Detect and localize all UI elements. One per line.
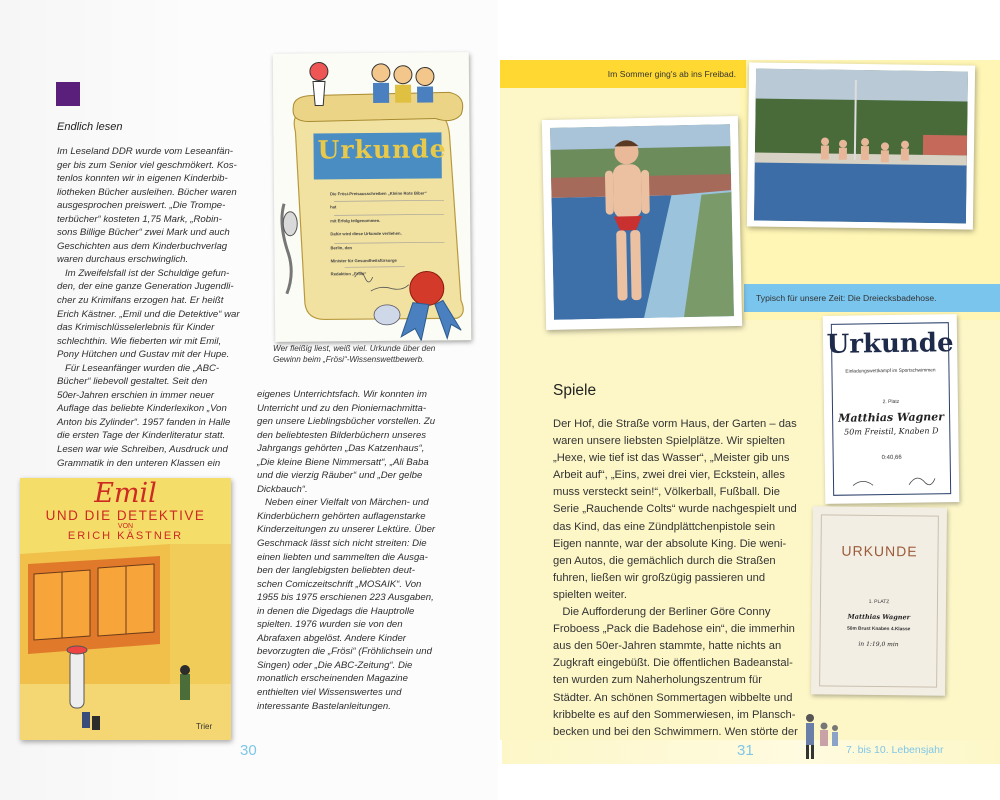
text-line: eigenes Unterrichtsfach. Wir konnten im <box>257 389 428 400</box>
cert-line: Redaktion „Frösi“ <box>330 271 367 277</box>
swim-certificate-2 <box>811 506 947 695</box>
text-line: Im Zweifelsfall ist der Schuldige gefun- <box>57 267 230 279</box>
book-von: VON <box>117 523 134 530</box>
photo-boy-pool <box>542 116 742 330</box>
certificate-line: Einladungswettkampf im Sportschwimmen <box>845 368 936 375</box>
cert-line: hat <box>330 204 337 210</box>
cert-line: Die Frösi-Preisausschreiben „Kleine Rote Biber“ <box>329 190 427 197</box>
cert-line: Dafür wird diese Urkunde verliehen. <box>330 230 402 237</box>
photo-caption: Im Sommer ging's ab ins Freibad. <box>607 69 736 79</box>
text-line: Lesen war wie Schreiben, Ausdruck und <box>57 444 228 456</box>
text-line: Die Aufforderung der Berliner Göre Conny <box>553 606 771 619</box>
cert-line: Berlin, den <box>330 244 353 250</box>
text-line: Der Hof, die Straße vorm Haus, der Garten – das <box>553 418 797 430</box>
text-line: Serie „Rauchende Colts“ wurde nachgespielt und <box>553 503 797 516</box>
text-line: Erich Kästner. „Emil und die Detektive“ war <box>57 308 240 320</box>
book-subtitle: UND DIE DETEKTIVE <box>45 508 206 523</box>
right-body-text <box>553 416 813 741</box>
certificate-place: 2. Platz <box>882 398 900 406</box>
section-heading: Endlich lesen <box>57 121 123 133</box>
text-line: Anton bis Zylinder“. 1957 fanden in Halle <box>57 416 231 428</box>
text-line: Neben einer Vielfalt von Märchen- und <box>257 497 429 509</box>
text-line: terbücher“ kosteten 1,75 Mark, „Robin- <box>57 213 222 225</box>
emil-book-cover <box>20 478 231 740</box>
text-line: bevorzugten die „Frösi“ (Fröhlichsein und <box>257 646 432 658</box>
text-line: den beliebtesten Bilderbüchern unseres <box>257 429 427 441</box>
caption-bar-blue <box>744 284 1000 312</box>
text-line: „Die kleine Biene Nimmersatt“, „Ali Baba <box>257 456 429 468</box>
certificate-name: Matthias Wagner <box>838 410 945 425</box>
text-line: Singen) oder „Die ABC-Zeitung“. Die <box>257 659 413 671</box>
text-line: den, der eine ganze Generation Jugendli- <box>57 281 234 293</box>
text-line: enthielten viel Wissenswertes und <box>257 687 402 699</box>
text-line: Grammatik in den unteren Klassen ein <box>57 457 221 469</box>
section-heading: Spiele <box>553 382 597 399</box>
text-line: aus den 50er-Jahren stammte, hatte nichts an <box>553 640 782 653</box>
text-line: Auflage das beliebte Kinderlexikon „Von <box>57 403 227 415</box>
text-line: Arbeit auf“, „Eins, zwei drei vier, Eckstein, alles <box>553 469 785 482</box>
text-line: das Krimischlüsselerlebnis für Kinder <box>57 322 215 334</box>
text-line: schlechthin. Wie fieberten wir mit Emil, <box>57 335 222 347</box>
text-line: Pony Hütchen und Gustav mit der Hupe. <box>57 349 230 361</box>
text-line: sons Billige Bücher“ zwei Mark und auch <box>57 227 230 239</box>
text-line: schen Comiczeitschrift „MOSAIK“. Von <box>257 578 422 590</box>
photo-freibad <box>747 62 975 229</box>
text-line: Im Leseland DDR wurde vom Leseanfän- <box>57 146 233 157</box>
certificate-caption <box>273 343 473 365</box>
text-line: „Hexe, wie tief ist das Wasser“, „Meister gib uns <box>553 452 790 465</box>
text-line: spielten weiter. <box>553 588 628 601</box>
text-line: und die vierzig Räuber“ und „Der gelbe <box>257 470 423 482</box>
text-line: Geschichten aus dem Kinderbuchverlag <box>57 240 228 252</box>
text-line: die ersten Tage der Kinderliteratur statt. <box>57 430 226 442</box>
text-line: muss versteckt sein!“, Völkerball, Fußball. Die <box>553 486 780 499</box>
text-line: cher zu Krimifans erzogen hat. Er heißt <box>57 295 224 307</box>
certificate-title: Urkunde <box>826 328 954 360</box>
text-line: Dickbauch“. <box>257 483 308 495</box>
text-line: waren unsere liebsten Spielplätze. Wir spielten <box>553 435 785 448</box>
text-line: becken und bei den Schwimmern. Wen störte der <box>553 725 798 738</box>
text-line: Zugkraft eingebüßt. Die öffentlichen Badeanstal- <box>553 657 793 670</box>
book-author: ERICH KÄSTNER <box>67 530 184 542</box>
book-title: Emil <box>94 478 157 509</box>
page-number-right: 31 <box>737 742 754 759</box>
cert-line: mit Erfolg teilgenommen. <box>330 217 381 224</box>
text-line: 50er-Jahren erschien in immer neuer <box>57 389 215 401</box>
text-line: einen liebten und sammelten die Ausga- <box>257 551 428 563</box>
caption-line: Gewinn beim „Frösi“-Wissenswettbewerb. <box>273 355 425 364</box>
certificate-time: in 1:19,0 min <box>858 640 899 649</box>
text-line: waren durchaus erschwinglich. <box>57 254 189 266</box>
text-line: Froboess „Pack die Badehose ein“, die immerhin <box>553 623 795 636</box>
certificate-event: 50m Freistil, Knaben D <box>844 426 939 437</box>
page-number-left: 30 <box>240 742 257 759</box>
text-line: fuhren, ließen wir großzügig passieren und <box>553 571 766 584</box>
cert-line: Minister für Gesundheitsfürsorge <box>330 257 397 264</box>
purple-marker <box>56 82 80 106</box>
certificate-time: 0:40,66 <box>881 454 902 462</box>
text-line: spielten. 1976 wurden sie von den <box>257 619 403 631</box>
text-line: Bücher“ liebevoll gestaltet. Seit den <box>57 376 208 388</box>
text-line: 1955 bis 1975 erschienen 223 Ausgaben, <box>257 592 434 604</box>
caption-line: Wer fleißig liest, weiß viel. Urkunde über den <box>273 344 436 353</box>
text-line: ben der langlebigsten beliebten deut- <box>257 565 415 577</box>
text-line: Kinderbüchern gehörten auflagenstarke <box>257 510 426 522</box>
text-line: ausgesprochen preiswert. „Die Trompe- <box>57 200 226 212</box>
text-line: ger bis zum Senior viel geschmökert. Kos- <box>57 159 237 171</box>
text-line: Eigen nannte, war der absolute King. Die weni- <box>553 537 787 550</box>
text-line: Kinderzeitungen zu unserer Lektüre. Über <box>257 524 436 536</box>
text-line: Jahrgangs gehörten „Das Katzenhaus“, <box>257 443 425 455</box>
text-line: gen Autos, die gemächlich durch die Straßen <box>553 554 776 567</box>
text-line: kribbelte es auf den Sommerwiesen, im Plansch- <box>553 708 796 721</box>
caption-bar-yellow <box>500 60 746 88</box>
text-line: interessante Bastelanleitungen. <box>257 700 391 712</box>
certificate-title: Urkunde <box>317 134 447 165</box>
certificate-event: 50m Brust Knaben 4.Klasse <box>847 626 911 633</box>
text-line: liotheken Bücher ausleihen. Bücher waren <box>57 186 237 198</box>
family-icon <box>802 712 842 762</box>
text-line: ten wurden zum Naherholungszentrum für <box>553 674 762 687</box>
text-line: Geschmack lässt sich nicht streiten: Die <box>257 538 427 550</box>
certificate-place: 1. PLATZ <box>868 598 890 606</box>
text-line: Für Leseanfänger wurden die „ABC- <box>57 362 220 374</box>
text-line: Unterricht und zu den Pioniernachmitta- <box>257 402 427 414</box>
text-line: Abrafaxen abgelöst. Andere Kinder <box>257 632 406 644</box>
running-head: 7. bis 10. Lebensjahr <box>846 744 944 756</box>
swim-certificate-1 <box>823 314 960 504</box>
certificate-title: URKUNDE <box>841 542 918 560</box>
middle-column-text <box>257 388 472 713</box>
text-line: tenlos konnten wir in eigenen Kinderbib- <box>57 173 228 185</box>
text-line: das Kind, das eine Zündplättchenpistole sein <box>553 520 776 533</box>
text-line: monatlich erscheinenden Magazine <box>257 673 408 685</box>
text-line: Städter. An schönen Sommertagen wibbelte und <box>553 691 793 704</box>
certificate-name: Matthias Wagner <box>847 612 911 622</box>
photo-caption: Typisch für unsere Zeit: Die Dreiecksbadehose. <box>756 293 937 303</box>
text-line: gen unsere Lieblingsbücher vorstellen. Zu <box>257 416 436 428</box>
illustrator-signature: Trier <box>196 722 213 731</box>
left-column-text <box>57 145 267 470</box>
text-line: in denen die Digedags die Hauptrolle <box>257 605 415 617</box>
froesi-certificate-image <box>273 52 472 342</box>
